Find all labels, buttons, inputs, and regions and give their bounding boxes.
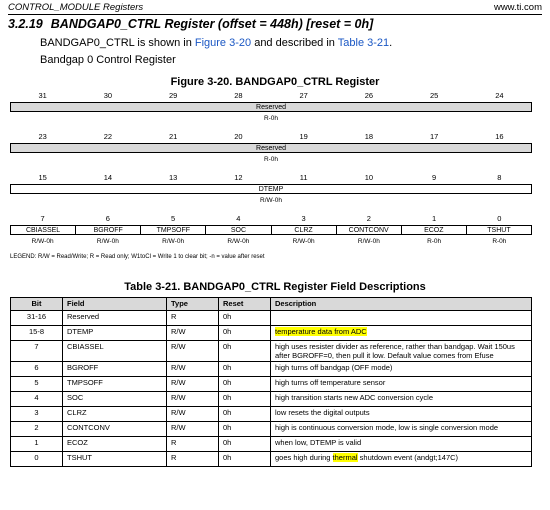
cell-reset: 0h — [219, 422, 271, 437]
cell-reset: 0h — [219, 452, 271, 467]
cell-description — [271, 311, 532, 326]
bit-number: 15 — [38, 173, 47, 182]
table-row — [11, 422, 532, 437]
cell-bit: 31-16 — [11, 311, 63, 326]
bit-number: 18 — [364, 132, 374, 141]
low-bit-resets — [10, 238, 532, 247]
bit-number: 24 — [495, 91, 504, 100]
cell-type: R/W — [167, 407, 219, 422]
cell-reset: 0h — [219, 392, 271, 407]
field-reset: R/W-0h — [357, 238, 380, 245]
col-type: Type — [167, 298, 219, 311]
bit-number: 17 — [429, 132, 439, 141]
field-reset: R/W-0h — [96, 238, 119, 245]
field-reset: R-0h — [492, 238, 507, 245]
field-reset: R-0h — [427, 238, 442, 245]
bit-number: 3 — [301, 214, 306, 223]
cell-description — [271, 452, 532, 467]
field-tmpsoff: TMPSOFF — [141, 226, 206, 234]
cell-type: R/W — [167, 392, 219, 407]
cell-bit: 1 — [11, 437, 63, 452]
table-row — [11, 341, 532, 362]
bit-number: 16 — [495, 132, 504, 141]
field-reset: R/W-0h — [227, 238, 250, 245]
low-bit-fields — [10, 225, 532, 235]
highlighted-text: temperature data from ADC — [275, 327, 367, 336]
bit-number: 0 — [497, 214, 502, 223]
bit-number: 25 — [429, 91, 439, 100]
cell-bit: 3 — [11, 407, 63, 422]
bit-number: 4 — [236, 214, 241, 223]
bit-numbers-15-8 — [10, 173, 532, 183]
cell-reset: 0h — [219, 341, 271, 362]
dtemp-field: DTEMP — [10, 184, 532, 194]
table-row — [11, 311, 532, 326]
table-link[interactable]: Table 3-21 — [337, 37, 390, 49]
bit-number: 30 — [103, 91, 113, 100]
cell-type: R — [167, 437, 219, 452]
cell-type: R — [167, 452, 219, 467]
cell-bit: 0 — [11, 452, 63, 467]
intro-line-2: Bandgap 0 Control Register — [40, 54, 176, 66]
cell-field: SOC — [63, 392, 167, 407]
header-url: www.ti.com — [493, 2, 542, 13]
bit-number: 6 — [105, 214, 110, 223]
cell-field: CBIASSEL — [63, 341, 167, 362]
col-field: Field — [63, 298, 167, 311]
col-bit: Bit — [11, 298, 63, 311]
cell-bit: 4 — [11, 392, 63, 407]
cell-field: BGROFF — [63, 362, 167, 377]
cell-type: R/W — [167, 422, 219, 437]
bit-numbers-31-24 — [10, 91, 532, 101]
field-reset: R/W-0h — [292, 238, 315, 245]
cell-description: when low, DTEMP is valid — [271, 437, 532, 452]
cell-field: Reserved — [63, 311, 167, 326]
figure-legend: LEGEND: R/W = Read/Write; R = Read only; W1toCl = Write 1 to clear bit; -n = value after reset — [10, 254, 265, 260]
figure-link[interactable]: Figure 3-20 — [194, 37, 252, 49]
field-reset: R/W-0h — [162, 238, 185, 245]
col-description: Description — [271, 298, 532, 311]
field-soc: SOC — [206, 226, 271, 234]
bit-numbers-23-16 — [10, 132, 532, 142]
intro-text-2: and described in — [251, 37, 338, 49]
table-row — [11, 452, 532, 467]
bit-number: 11 — [299, 173, 308, 182]
reserved-reset-31-24: R-0h — [263, 115, 279, 122]
cell-type: R/W — [167, 362, 219, 377]
table-row — [11, 377, 532, 392]
cell-reset: 0h — [219, 377, 271, 392]
section-number: 3.2.19 — [8, 17, 43, 31]
cell-field: TMPSOFF — [63, 377, 167, 392]
cell-type: R — [167, 311, 219, 326]
cell-description — [271, 326, 532, 341]
cell-type: R/W — [167, 377, 219, 392]
bit-number: 5 — [171, 214, 176, 223]
field-cbiassel: CBIASSEL — [11, 226, 76, 234]
bit-number: 13 — [168, 173, 178, 182]
bit-number: 21 — [168, 132, 178, 141]
cell-bit: 2 — [11, 422, 63, 437]
cell-reset: 0h — [219, 362, 271, 377]
desc-text: shutdown event (andgt;147C) — [357, 453, 459, 462]
bit-number: 7 — [40, 214, 45, 223]
cell-bit: 7 — [11, 341, 63, 362]
bit-number: 10 — [364, 173, 374, 182]
field-reset: R/W-0h — [31, 238, 54, 245]
bit-number: 28 — [234, 91, 243, 100]
cell-reset: 0h — [219, 326, 271, 341]
cell-bit: 6 — [11, 362, 63, 377]
cell-bit: 15-8 — [11, 326, 63, 341]
bit-number: 12 — [234, 173, 243, 182]
cell-type: R/W — [167, 341, 219, 362]
cell-description: high transition starts new ADC conversion cycle — [271, 392, 532, 407]
cell-reset: 0h — [219, 437, 271, 452]
cell-reset: 0h — [219, 311, 271, 326]
table-header-row — [11, 298, 532, 311]
bit-number: 22 — [103, 132, 113, 141]
bit-number: 20 — [234, 132, 243, 141]
cell-description: high is continuous conversion mode, low is single conversion mode — [271, 422, 532, 437]
bit-number: 27 — [299, 91, 308, 100]
desc-text: goes high during — [275, 453, 333, 462]
cell-description: low resets the digital outputs — [271, 407, 532, 422]
dtemp-reset: R/W-0h — [260, 197, 282, 204]
cell-field: CONTCONV — [63, 422, 167, 437]
header-section-name: CONTROL_MODULE Registers — [8, 2, 144, 13]
field-bgroff: BGROFF — [76, 226, 141, 234]
field-tshut: TSHUT — [487, 227, 511, 234]
field-ecoz: ECOZ — [402, 226, 467, 234]
highlighted-text: thermal — [332, 453, 358, 462]
table-row — [11, 437, 532, 452]
intro-text-3: . — [389, 37, 393, 49]
field-descriptions-table — [10, 297, 532, 467]
reserved-field-31-24: Reserved — [10, 102, 532, 112]
bit-number: 8 — [497, 173, 502, 182]
bit-number: 31 — [38, 91, 47, 100]
cell-description: high turns off temperature sensor — [271, 377, 532, 392]
table-row — [11, 362, 532, 377]
section-title — [8, 17, 373, 31]
bit-number: 23 — [38, 132, 47, 141]
bit-number: 14 — [103, 173, 113, 182]
figure-title: Figure 3-20. BANDGAP0_CTRL Register — [170, 76, 380, 88]
col-reset: Reset — [219, 298, 271, 311]
cell-bit: 5 — [11, 377, 63, 392]
field-clrz: CLRZ — [272, 226, 337, 234]
bit-number: 19 — [299, 132, 308, 141]
table-row — [11, 407, 532, 422]
bit-number: 26 — [364, 91, 374, 100]
cell-field: CLRZ — [63, 407, 167, 422]
bit-number: 2 — [366, 214, 371, 223]
cell-description: high turns off bandgap (OFF mode) — [271, 362, 532, 377]
field-contconv: CONTCONV — [337, 226, 402, 234]
table-row — [11, 326, 532, 341]
bit-number: 1 — [432, 214, 437, 223]
cell-reset: 0h — [219, 407, 271, 422]
cell-type: R/W — [167, 326, 219, 341]
table-title: Table 3-21. BANDGAP0_CTRL Register Field Descriptions — [124, 281, 426, 293]
cell-field: DTEMP — [63, 326, 167, 341]
intro-line-1 — [40, 37, 392, 49]
page-header — [8, 0, 542, 15]
intro-text-1: BANDGAP0_CTRL is shown in — [40, 37, 195, 49]
bit-number: 9 — [432, 173, 437, 182]
cell-field: TSHUT — [63, 452, 167, 467]
bit-numbers-7-0 — [10, 214, 532, 224]
cell-description: high uses resister divider as reference, rather than bandgap. Wait 150us after BGROFF=0, then pull it low. Default value comes from Efuse — [271, 341, 532, 362]
reserved-field-23-16: Reserved — [10, 143, 532, 153]
cell-field: ECOZ — [63, 437, 167, 452]
bit-number: 29 — [168, 91, 178, 100]
reserved-reset-23-16: R-0h — [263, 156, 279, 163]
table-row — [11, 392, 532, 407]
section-heading: BANDGAP0_CTRL Register (offset = 448h) [reset = 0h] — [50, 17, 374, 31]
